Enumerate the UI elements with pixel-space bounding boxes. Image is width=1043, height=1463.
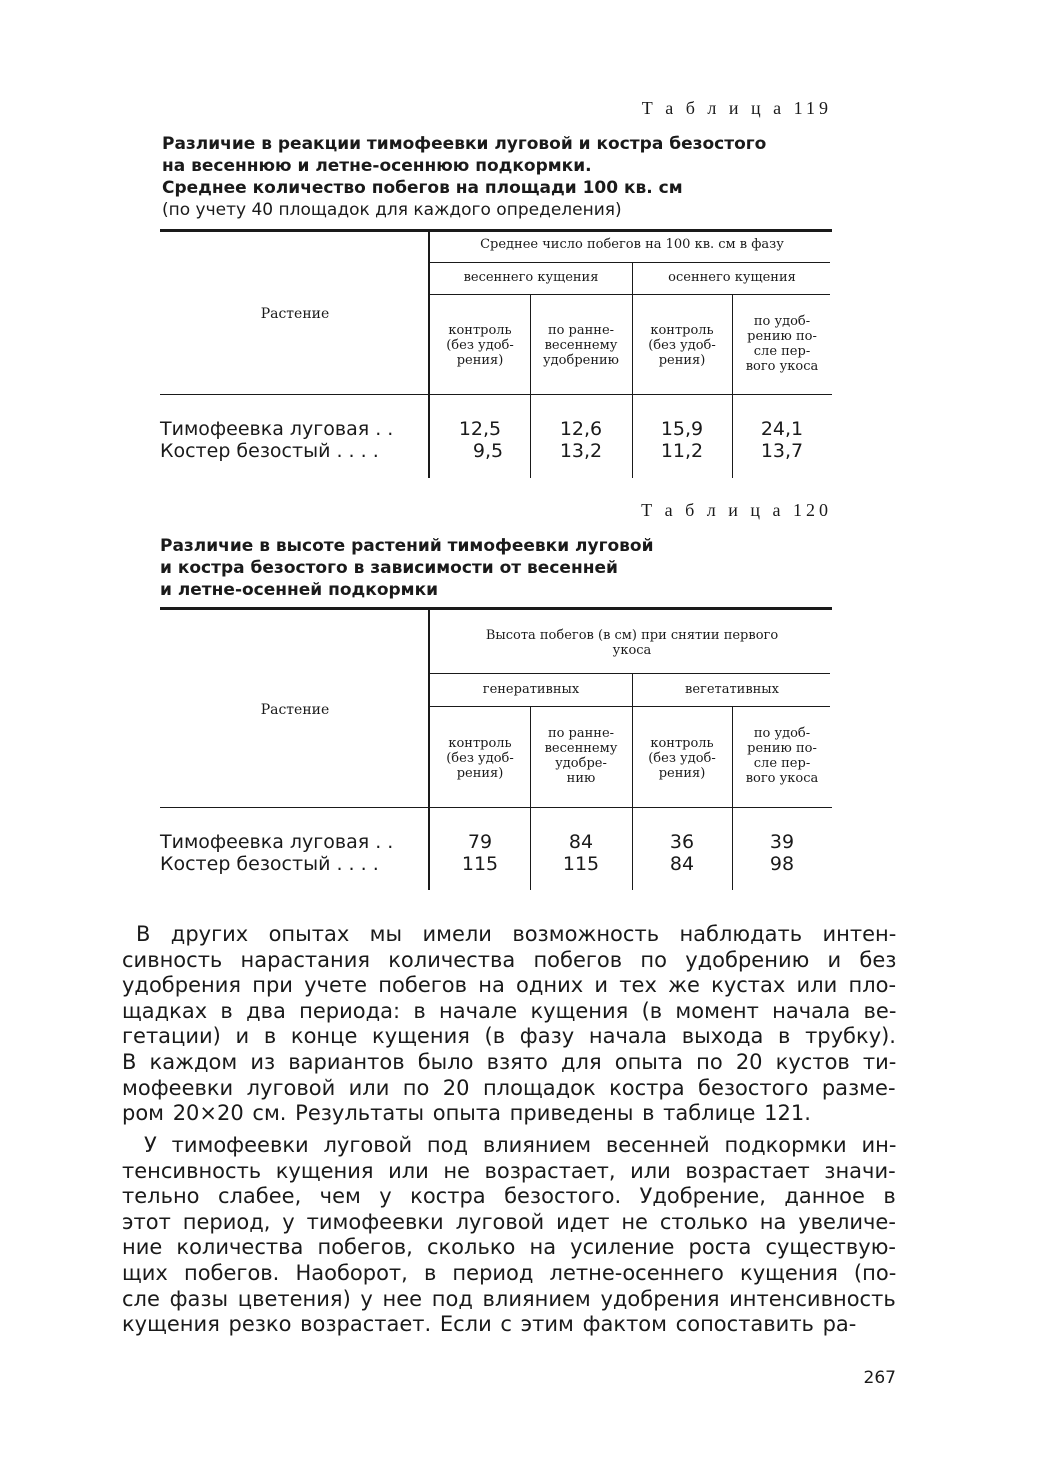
header-rowlabel: Растение xyxy=(260,306,330,322)
text-line: тельно слабее, чем у костра безостого. Удобрение, данное в xyxy=(122,1184,896,1209)
subheader-after-cut: по удоб- рению по- сле пер- вого укоса xyxy=(745,314,819,374)
header-rowlabel: Растение xyxy=(260,702,330,718)
subheader-control: контроль (без удоб- рения) xyxy=(446,736,514,781)
table-cell: 115 xyxy=(562,853,600,875)
text-line: этот период, у тимофеевки луговой идет не столько на увеличе- xyxy=(122,1209,896,1234)
text-line: кущения резко возрастает. Если с этим фактом сопоставить ра- xyxy=(122,1312,857,1337)
table-cell: 24,1 xyxy=(760,418,804,440)
table-119-label: Т а б л и ц а 119 xyxy=(641,98,832,118)
text-line: В других опытах мы имели возможность наблюдать интен- xyxy=(136,922,897,946)
text-line: У тимофеевки луговой под влиянием весенней подкормки ин- xyxy=(144,1133,897,1157)
text-line: мофеевки луговой или по 20 площадок костра безостого разме- xyxy=(122,1075,896,1100)
header-rule xyxy=(430,262,830,263)
table-120-caption xyxy=(160,535,760,601)
text-line: сле фазы цветения) у нее под влиянием удобрения интенсивность xyxy=(122,1286,896,1311)
text-line: ние количества побегов, сколько на усиление роста существую- xyxy=(122,1235,896,1260)
page-number: 267 xyxy=(863,1368,896,1388)
header-main: Высота побегов (в см) при снятии первого укоса xyxy=(485,628,779,658)
header-rule xyxy=(430,706,830,707)
table-cell: 115 xyxy=(461,853,499,875)
header-group-spring: весеннего кущения xyxy=(463,270,599,285)
table-cell: 13,7 xyxy=(760,440,804,462)
body-paragraph-1 xyxy=(122,922,896,1127)
text-line: удобрения при учете побегов на одних и тех же кустах или пло- xyxy=(122,973,897,998)
caption-line: Различие в высоте растений тимофеевки луговой xyxy=(160,536,654,556)
table-119-caption-note: (по учету 40 площадок для каждого определения) xyxy=(162,200,622,220)
caption-line: и летне-осенней подкормки xyxy=(160,580,439,600)
subheader-after-cut: по удоб- рению по- сле пер- вого укоса xyxy=(745,726,819,786)
table-row-label: Тимофеевка луговая . . xyxy=(160,831,394,853)
table-top-rule xyxy=(160,229,832,232)
table-cell: 13,2 xyxy=(559,440,603,462)
header-group-autumn: осеннего кущения xyxy=(668,270,796,285)
table-cell: 39 xyxy=(769,831,795,853)
subheader-control: контроль (без удоб- рения) xyxy=(648,736,716,781)
text-line: щадках в два периода: в начале кущения (в момент начала ве- xyxy=(122,998,897,1023)
header-rule xyxy=(430,294,830,295)
table-row-label: Тимофеевка луговая . . xyxy=(160,418,394,440)
body-paragraph-2 xyxy=(122,1133,896,1338)
caption-line: Различие в реакции тимофеевки луговой и костра безостого xyxy=(162,134,767,154)
column-divider xyxy=(428,232,430,478)
table-cell: 84 xyxy=(669,853,695,875)
header-main: Среднее число побегов на 100 кв. см в фазу xyxy=(480,237,784,252)
header-group-generative: генеративных xyxy=(482,682,580,697)
subheader-spring-fert: по ранне- весеннему удобрению xyxy=(543,323,619,368)
table-row-label: Костер безостый . . . . xyxy=(160,440,379,462)
text-line: сивность нарастания количества побегов по удобрению и без xyxy=(122,947,897,972)
table-119-caption xyxy=(162,133,862,199)
table-cell: 36 xyxy=(669,831,695,853)
text-line: тенсивность кущения или не возрастает, или возрастает значи- xyxy=(122,1158,896,1183)
table-cell: 9,5 xyxy=(472,440,504,462)
header-rule xyxy=(430,673,830,674)
subheader-control: контроль (без удоб- рения) xyxy=(648,323,716,368)
table-cell: 79 xyxy=(467,831,493,853)
text-line: щих побегов. Наоборот, в период летне-осеннего кущения (по- xyxy=(122,1260,897,1285)
text-line: В каждом из вариантов было взято для опыта по 20 кустов ти- xyxy=(122,1049,897,1074)
table-cell: 12,6 xyxy=(559,418,603,440)
table-120-label: Т а б л и ц а 120 xyxy=(641,500,832,520)
table-top-rule xyxy=(160,607,832,610)
table-cell: 15,9 xyxy=(660,418,704,440)
text-line: гетации) и в конце кущения (в фазу начала выхода в трубку). xyxy=(122,1024,896,1049)
header-group-vegetative: вегетативных xyxy=(685,682,779,697)
table-row-label: Костер безостый . . . . xyxy=(160,853,379,875)
subheader-spring-fert: по ранне- весеннему удобре- нию xyxy=(544,726,618,786)
text-line: ром 20×20 см. Результаты опыта приведены в таблице 121. xyxy=(122,1101,811,1126)
table-cell: 98 xyxy=(769,853,795,875)
table-cell: 12,5 xyxy=(458,418,502,440)
caption-line: на весеннюю и летне-осеннюю подкормки. xyxy=(162,156,592,176)
subheader-control: контроль (без удоб- рения) xyxy=(446,323,514,368)
caption-line: Среднее количество побегов на площади 100 кв. см xyxy=(162,178,683,198)
caption-line: и костра безостого в зависимости от весенней xyxy=(160,558,618,578)
table-cell: 11,2 xyxy=(660,440,704,462)
table-cell: 84 xyxy=(568,831,594,853)
